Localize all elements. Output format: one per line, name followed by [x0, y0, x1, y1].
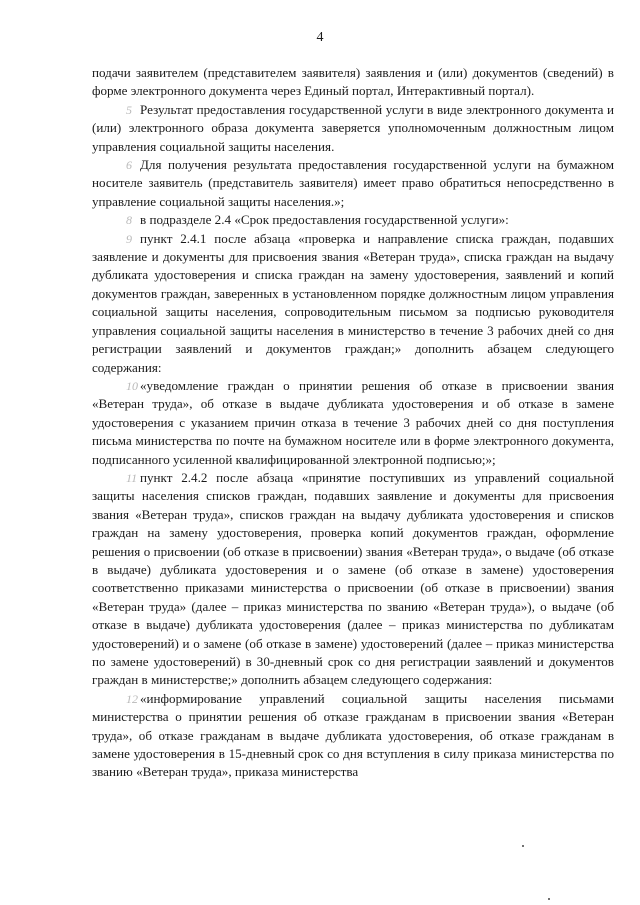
paragraph-text: пункт 2.4.1 после абзаца «проверка и направление списка граждан, подавших заявление и документы для присвоения звания «Ветеран труда», списка граждан на выдачу дубликата удостоверения и списка граждан на замену удостоверения, заявлений и копий документов граждан, заверенных в установленном порядке должностным лицом управления социальной защиты населения, сопроводительным письмом за подписью руководителя управления социальной защиты населения в министерство в течение 3 рабочих дней со дня регистрации заявлений и документов граждан;» дополнить абзацем следующего содержания: [92, 230, 614, 375]
handwritten-number-mark: 5 [126, 102, 132, 117]
handwritten-number-mark: 8 [126, 213, 132, 228]
handwritten-number-mark: 10 [126, 378, 138, 393]
paragraph [92, 377, 614, 469]
paragraph [92, 230, 614, 377]
paragraph [92, 156, 614, 211]
handwritten-number-mark: 9 [126, 231, 132, 246]
document-body [92, 64, 614, 782]
paragraph-text: пункт 2.4.2 после абзаца «принятие поступивших из управлений социальной защиты населения списков граждан, подавших заявление и документы для присвоения звания «Ветеран труда», списков граждан на выдачу дубликата удостоверения и списков граждан на замену удостоверения, проверка копий документов граждан, оформление решения о присвоении (об отказе в присвоении) звания «Ветеран труда», о выдаче (об отказе в выдаче) дубликата удостоверения и о замене (об отказе в замене) удостоверения соответственно приказами министерства о присвоении (об отказе в присвоении) звания «Ветеран труда» (далее – приказ министерства по званию «Ветеран труда»), о выдаче (об отказе в выдаче) дубликата удостоверения (далее – приказ министерства по дубликатам удостоверений) и о замене (об отказе в замене) удостоверений (далее – приказ министерства по замене удостоверений) в 30-дневный срок со дня регистрации заявлений и документов граждан в министерстве;» дополнить абзацем следующего содержания: [92, 469, 614, 688]
paragraph [92, 469, 614, 690]
paragraph [92, 211, 614, 229]
handwritten-number-mark: 12 [126, 691, 138, 706]
handwritten-number-mark: 11 [126, 470, 138, 485]
page-number: 4 [316, 30, 324, 45]
scan-speck [548, 898, 550, 900]
paragraph-text: «информирование управлений социальной защиты населения письмами министерства о принятии решения об отказе гражданам в присвоении звания «Ветеран труда», об отказе гражданам в выдаче дубликата удостоверения, об отказе гражданам в замене удостоверения в 15-дневный срок со дня вступления в силу приказа министерства по званию «Ветеран труда», приказа министерства [92, 690, 614, 780]
paragraph [92, 64, 614, 101]
paragraph-text: «уведомление граждан о принятии решения об отказе в присвоении звания «Ветеран труда», об отказе в выдаче дубликата удостоверения и об отказе в замене удостоверения с указанием причин отказа в течение 3 рабочих дней со дня поступления письма министерства по почте на бумажном носителе или в форме электронного документа, подписанного усиленной квалифицированной электронной подписью;»; [92, 377, 614, 467]
paragraph [92, 690, 614, 782]
paragraph-text: подачи заявителем (представителем заявителя) заявления и (или) документов (сведений) в форме электронного документа через Единый портал, Интерактивный портал). [92, 65, 614, 99]
paragraph-text: Для получения результата предоставления государственной услуги на бумажном носителе заявитель (представитель заявителя) имеет право обратиться непосредственно в управление социальной защиты населения.»; [92, 157, 614, 209]
paragraph [92, 101, 614, 156]
scan-speck [522, 845, 524, 847]
paragraph-text: в подразделе 2.4 «Срок предоставления государственной услуги»: [140, 212, 509, 228]
handwritten-number-mark: 6 [126, 158, 132, 173]
paragraph-text: Результат предоставления государственной услуги в виде электронного документа и (или) электронного образа документа заверяется уполномоченным должностным лицом управления социальной защиты населения. [92, 101, 614, 154]
